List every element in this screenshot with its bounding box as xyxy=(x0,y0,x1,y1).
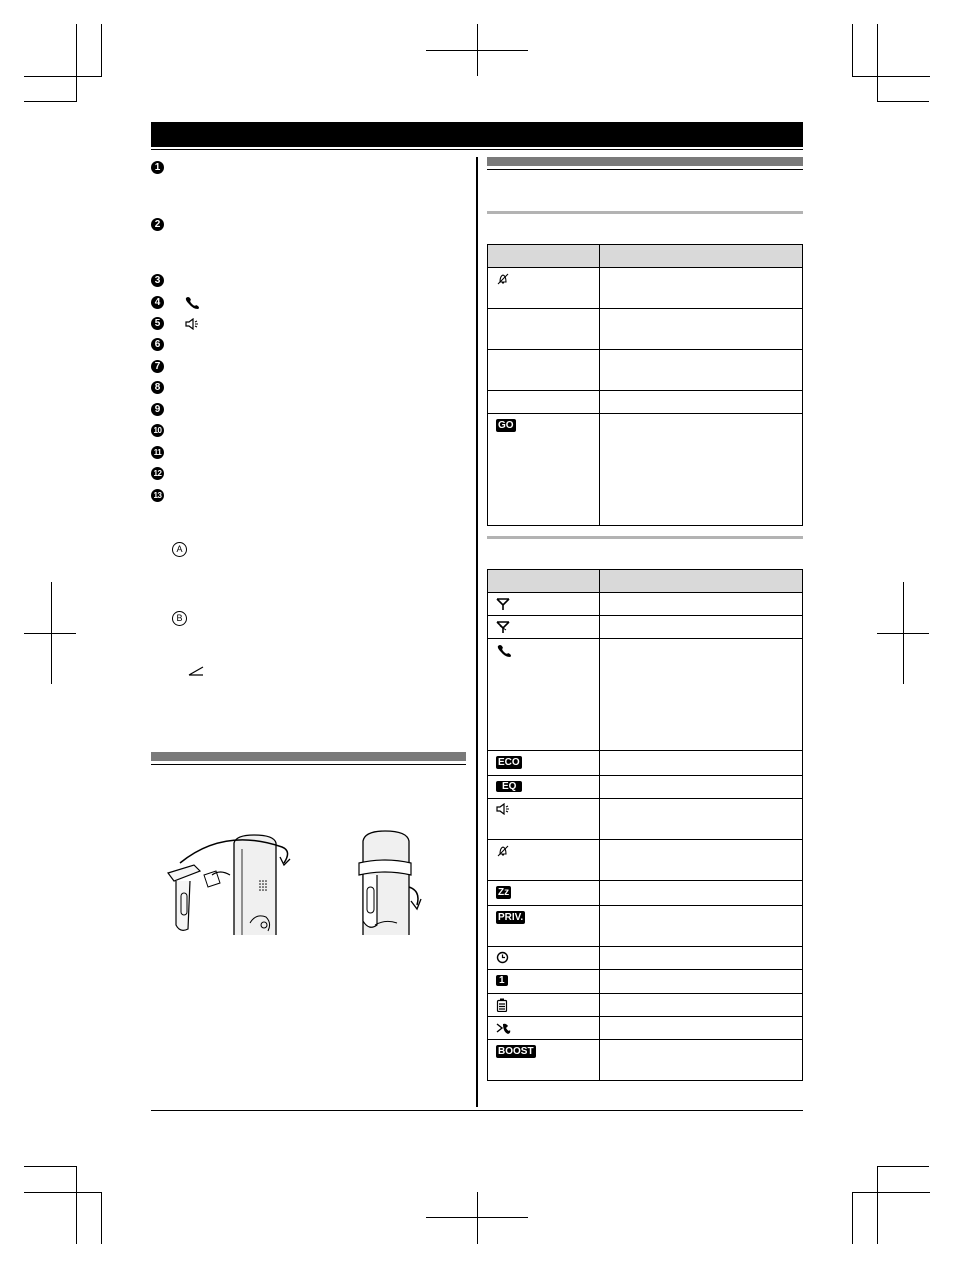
antenna-flashing-icon xyxy=(496,620,510,634)
antenna-icon xyxy=(496,597,510,611)
display-section-header-rule xyxy=(487,169,803,170)
table-row xyxy=(488,1040,803,1081)
display-section-header-bar xyxy=(487,157,803,166)
callout-badge: 4 xyxy=(151,296,164,309)
display-icons-table-2 xyxy=(487,569,803,1081)
table-row xyxy=(488,268,803,309)
boost-badge: BOOST xyxy=(498,1046,534,1057)
clock-icon xyxy=(496,951,509,964)
eco-badge: ECO xyxy=(498,757,520,768)
table-header-row xyxy=(488,245,803,268)
table-row xyxy=(488,799,803,840)
volume-wedge-icon xyxy=(188,666,204,676)
speaker-icon xyxy=(185,318,199,330)
marker-a: A xyxy=(172,542,187,557)
battery-icon xyxy=(496,998,508,1012)
callout-badge: 12 xyxy=(151,467,164,480)
call-forward-icon xyxy=(496,1021,512,1035)
column-divider xyxy=(476,157,478,1107)
table-row xyxy=(488,350,803,391)
table-row xyxy=(488,776,803,799)
belt-clip-rotate-illustration xyxy=(355,829,425,935)
callout-badge: 2 xyxy=(151,218,164,231)
callout-badge: 7 xyxy=(151,360,164,373)
table-row xyxy=(488,970,803,994)
callout-badge: 13 xyxy=(151,489,164,502)
section-header-bar xyxy=(151,752,466,761)
marker-b: B xyxy=(172,611,187,626)
speaker-icon xyxy=(496,803,510,815)
table-row xyxy=(488,391,803,414)
display-icons-table-1 xyxy=(487,244,803,526)
callout-badge: 6 xyxy=(151,338,164,351)
table-row xyxy=(488,1017,803,1040)
table-row xyxy=(488,751,803,776)
subsection-rule-1 xyxy=(487,211,803,214)
table-header-row xyxy=(488,570,803,593)
belt-clip-attach-illustration xyxy=(164,833,299,935)
line-one-badge: 1 xyxy=(496,975,508,986)
table-row xyxy=(488,947,803,970)
go-badge: GO xyxy=(498,420,514,431)
table-row xyxy=(488,616,803,639)
sleep-badge: Zz xyxy=(498,887,510,898)
table-row xyxy=(488,881,803,906)
callout-badge: 1 xyxy=(151,161,164,174)
callout-badge: 10 xyxy=(151,424,164,437)
callout-badge: 11 xyxy=(151,446,164,459)
table-row xyxy=(488,593,803,616)
callout-badge: 8 xyxy=(151,381,164,394)
handset-icon xyxy=(496,643,514,657)
table-row xyxy=(488,414,803,526)
footer-rule xyxy=(151,1110,803,1111)
callout-badge: 5 xyxy=(151,317,164,330)
subsection-rule-2 xyxy=(487,536,803,539)
privacy-badge: PRIV. xyxy=(498,912,524,923)
callout-badge: 3 xyxy=(151,274,164,287)
table-row xyxy=(488,840,803,881)
table-row xyxy=(488,309,803,350)
section-header-rule xyxy=(151,764,466,765)
ringer-off-icon xyxy=(496,272,510,286)
table-row xyxy=(488,994,803,1017)
page-header-bar xyxy=(151,122,803,147)
ringer-off-icon xyxy=(496,844,510,858)
eq-badge: EQ xyxy=(496,781,522,792)
handset-icon xyxy=(184,295,202,309)
callout-badge: 9 xyxy=(151,403,164,416)
table-row xyxy=(488,906,803,947)
table-row xyxy=(488,639,803,751)
header-rule xyxy=(151,149,803,150)
